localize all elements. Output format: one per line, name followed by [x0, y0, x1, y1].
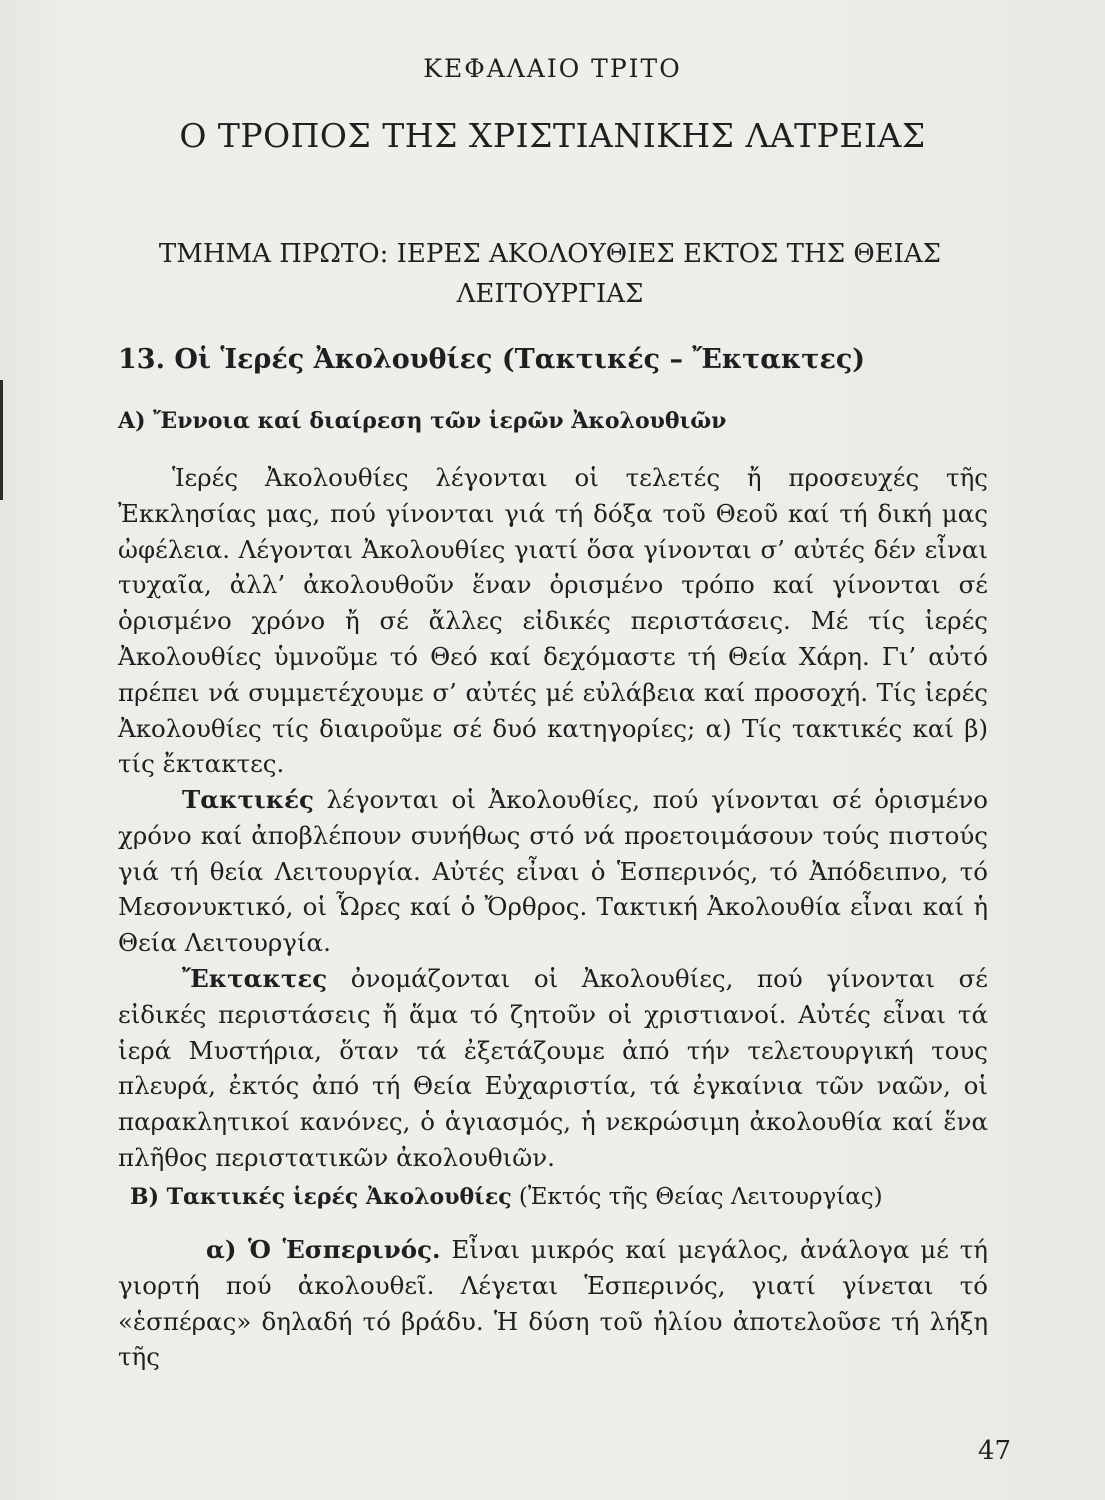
subheading-b — [130, 1184, 883, 1210]
paragraph-3-lead: Ἔκτακτες — [182, 964, 328, 993]
chapter-title: Ο ΤΡΟΠΟΣ ΤΗΣ ΧΡΙΣΤΙΑΝΙΚΗΣ ΛΑΤΡΕΙΑΣ — [179, 116, 926, 155]
paragraph-1: Ἱερές Ἀκολουθίες λέγονται οἱ τελετές ἤ προσευχές τῆς Ἐκκλησίας μας, πού γίνονται γιά τή δόξα τοῦ Θεοῦ καί τή δική μας ὠφέλεια. Λέγονται Ἀκολουθίες γιατί ὅσα γίνονται σ’ αὐτές δέν εἶναι τυχαῖα, ἀλλ’ ἀκολουθοῦν ἕναν ὁρισμένο τρόπο καί γίνονται σέ ὁρισμένο χρόνο ἤ σέ ἄλλες εἰδικές περιστάσεις. Μέ τίς ἱερές Ἀκολουθίες ὑμνοῦμε τό Θεό καί δεχόμαστε τή Θεία Χάρη. Γι’ αὐτό πρέπει νά συμμετέχουμε σ’ αὐτές μέ εὐλάβεια καί προσοχή. Τίς ἱερές Ἀκολουθίες τίς διαιροῦμε σέ δυό κατηγορίες; α) Τίς τακτικές καί β) τίς ἔκτακτες. — [118, 463, 988, 779]
section-title-line-1: ΤΜΗΜΑ ΠΡΩΤΟ: ΙΕΡΕΣ ΑΚΟΛΟΥΘΙΕΣ ΕΚΤΟΣ ΤΗΣ ΘΕΙΑΣ — [158, 239, 942, 269]
paragraph-3-body: ὀνομάζονται οἱ Ἀκολουθίες, πού γίνονται σέ εἰδικές περιστάσεις ἤ ἅμα τό ζητοῦν οἱ χριστιανοί. Αὐτές εἶναι τά ἱερά Μυστήρια, ὅταν τά ἐξετάζουμε ἀπό τήν τελετουργική τους πλευρά, ἐκτός ἀπό τή Θεία Εὐχαριστία, τά ἐγκαίνια τῶν ναῶν, οἱ παρακλητικοί κανόνες, ὁ ἁγιασμός, ἡ νεκρώσιμη ἀκολουθία καί ἕνα πλῆθος περιστατικῶν ἀκολουθιῶν. — [118, 964, 988, 1172]
page-number: 47 — [978, 1436, 1012, 1466]
paragraph-2-lead: Τακτικές — [182, 785, 314, 814]
section-title — [120, 234, 980, 314]
subheading-b-main: Β) Τακτικές ἱερές Ἀκολουθίες — [130, 1184, 512, 1210]
paragraph-3 — [118, 961, 988, 1176]
lesson-heading: 13. Οἱ Ἱερές Ἀκολουθίες (Τακτικές – Ἔκτακτες) — [118, 344, 866, 375]
paragraph-4-lead: α) Ὁ Ἑσπερινός. — [206, 1235, 441, 1264]
paragraph-2 — [118, 782, 988, 961]
paragraph-4-body: Εἶναι μικρός καί μεγάλος, ἀνάλογα μέ τή γιορτή πού ἀκολουθεῖ. Λέγεται Ἑσπερινός, γιατί γίνεται τό «ἑσπέρας» δηλαδή τό βράδυ. Ἡ δύση τοῦ ἡλίου ἀποτελοῦσε τή λήξη τῆς — [118, 1235, 988, 1372]
paragraph-2-body: λέγονται οἱ Ἀκολουθίες, πού γίνονται σέ ὁρισμένο χρόνο καί ἀποβλέπουν συνήθως στό νά προετοιμάσουν τούς πιστούς γιά τή θεία Λειτουργία. Αὐτές εἶναι ὁ Ἑσπερινός, τό Ἀπόδειπνο, τό Μεσονυκτικό, οἱ Ὧρες καί ὁ Ὄρθρος. Τακτική Ἀκολουθία εἶναι καί ἡ Θεία Λειτουργία. — [118, 785, 988, 958]
chapter-label: ΚΕΦΑΛΑΙΟ ΤΡΙΤΟ — [423, 54, 682, 83]
paragraph-4 — [118, 1232, 988, 1375]
page-edge-mark — [0, 380, 3, 500]
section-title-line-2: ΛΕΙΤΟΥΡΓΙΑΣ — [456, 279, 644, 309]
subheading-b-note: (Ἐκτός τῆς Θείας Λειτουργίας) — [511, 1184, 883, 1210]
subheading-a: Α) Ἔννοια καί διαίρεση τῶν ἱερῶν Ἀκολουθιῶν — [118, 408, 727, 434]
